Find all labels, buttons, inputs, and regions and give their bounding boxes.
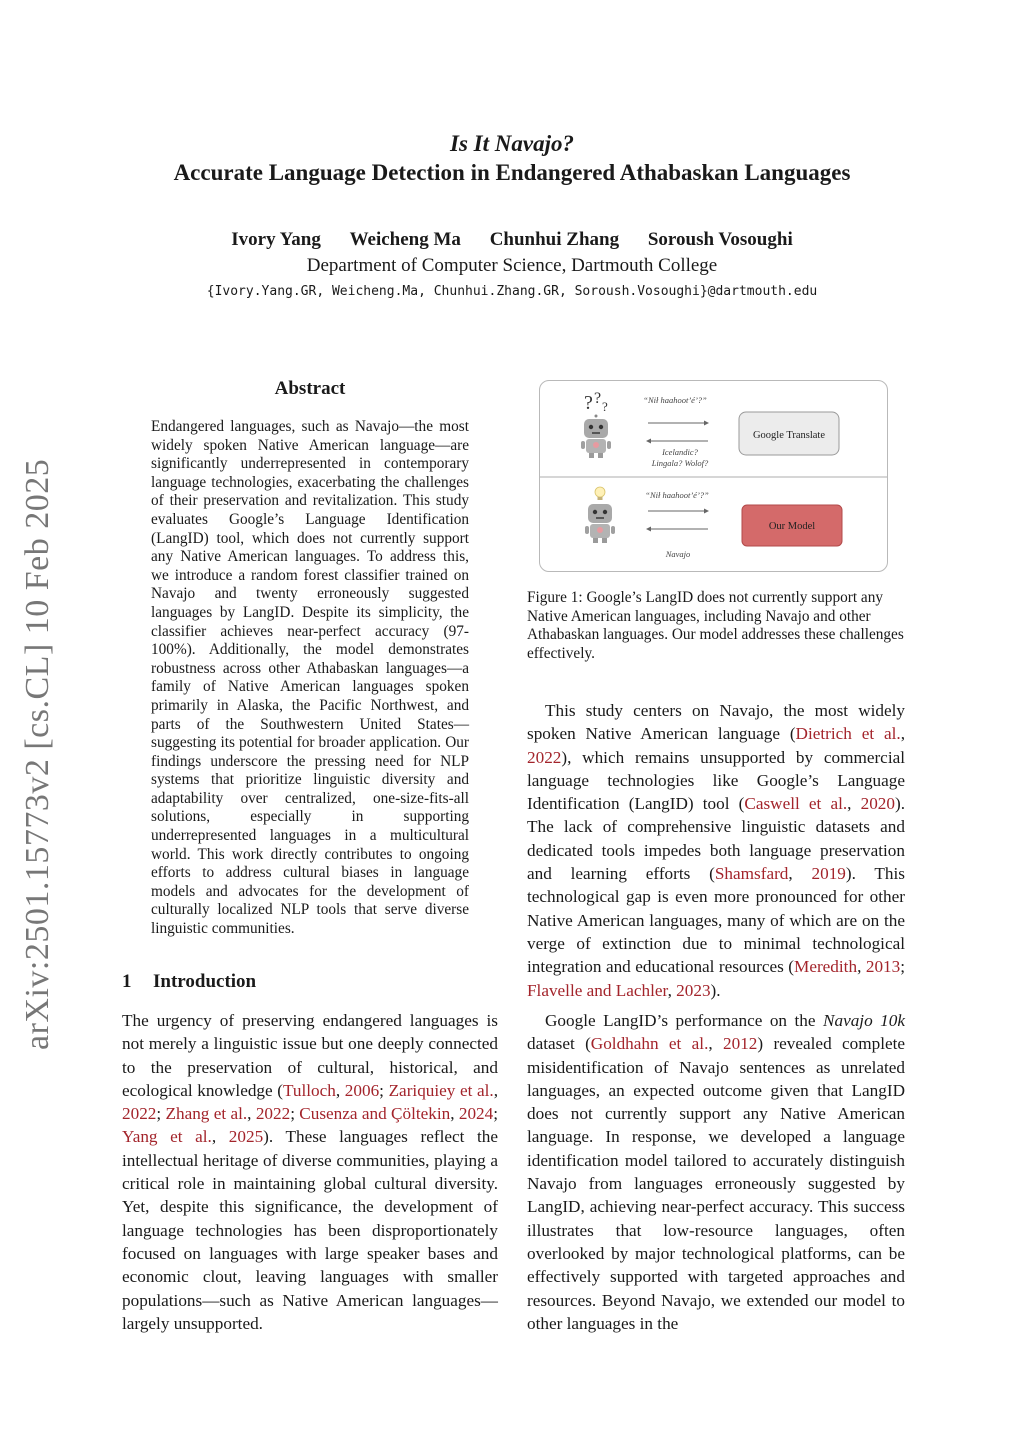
citation-link[interactable]: 2006 xyxy=(344,1080,380,1100)
abstract-heading: Abstract xyxy=(274,378,346,399)
confused-robot-icon xyxy=(581,390,611,458)
section-heading-introduction xyxy=(122,971,256,993)
top-response-line2: Lingala? Wolof? xyxy=(651,458,709,468)
citation-link[interactable]: 2012 xyxy=(723,1034,758,1054)
citation-link[interactable]: Zhang et al. xyxy=(165,1104,248,1124)
citation-link[interactable]: Caswell et al. xyxy=(744,794,848,814)
robot-icon xyxy=(585,504,615,543)
citation-link[interactable]: 2022 xyxy=(255,1104,291,1124)
lightbulb-icon xyxy=(595,487,605,500)
emphasized-text: Navajo 10k xyxy=(823,1011,905,1030)
citation-link[interactable]: Flavelle and Lachler xyxy=(527,980,668,1000)
citation-link[interactable]: Tulloch xyxy=(283,1080,336,1100)
section-number: 1 xyxy=(122,971,132,992)
citation-link[interactable]: 2022 xyxy=(122,1104,157,1124)
body-paragraph: This study centers on Navajo, the most widely spoken Native American language (Dietrich et al., 2022), which remains unsupported by commercial language technologies like Google’s Language Identification (LangID) tool (Caswell et al., 2020). The lack of comprehensive linguistic datasets and dedicated tools impedes both language preservation and learning efforts (Shamsfard, 2019). This technological gap is even more pronounced for other Native American languages, many of which are on the verge of extinction due to minimal technological integration and educational resources (Meredith, 2013; Flavelle and Lachler, 2023). xyxy=(527,701,905,1000)
abstract-text: Endangered languages, such as Navajo—the most widely spoken Native American language—are significantly underrepresented in contemporary language technologies, exacerbating the challenges of their preservation and revitalization. This study evaluates Google’s Language Identification (LangID) tool, which does not currently support any Native American languages. To address this, we introduce a random forest classifier trained on Navajo and twenty erroneously suggested languages by LangID. Despite its simplicity, the classifier achieves near-perfect accuracy (97-100%). Additionally, the model demonstrates robustness across other Athabaskan languages—a family of Native American languages spoken primarily in Alaska, the Pacific Northwest, and parts of the Southwestern United States—suggesting its potential for broader application. Our findings underscore the pressing need for NLP systems that prioritize linguistic diversity and adaptability over centralized, one-size-fits-all solutions, especially in supporting underrepresented languages in a multicultural world. This work directly contributes to ongoing efforts to address cultural biases in language models and advocates for the development of culturally localized NLP tools that serve diverse linguistic communities. xyxy=(151,418,469,938)
right-arrow-icon xyxy=(648,509,709,514)
right-arrow-icon xyxy=(648,421,709,426)
paper-title-line2: Accurate Language Detection in Endangered Athabaskan Languages xyxy=(173,160,851,185)
citation-link[interactable]: 2022 xyxy=(527,747,562,767)
our-model-label: Our Model xyxy=(768,521,816,532)
figure-1-diagram xyxy=(539,380,888,572)
citation-link[interactable]: 2019 xyxy=(811,864,846,884)
intro-paragraph: The urgency of preserving endangered languages is not merely a linguistic issue but one deeply connected to the preservation of cultural, historical, and ecological knowledge (Tulloch, 2006; Zariquiey et al., 2022; Zhang et al., 2022; Cusenza and Çöltekin, 2024; Yang et al., 2025). These languages reflect the intellectual heritage of diverse communities, playing a critical role in maintaining global cultural diversity. Yet, despite this significance, the development of language technologies has been disproportionately focused on languages with large speaker bases and economic clout, leaving languages with smaller populations—such as Native American languages—largely unsupported. xyxy=(122,1011,499,1333)
citation-link[interactable]: Meredith xyxy=(794,957,858,977)
bottom-response-label: Navajo xyxy=(665,549,691,559)
left-arrow-icon xyxy=(646,439,708,444)
section-title: Introduction xyxy=(153,971,257,992)
citation-link[interactable]: 2020 xyxy=(860,794,895,814)
author-name: Weicheng Ma xyxy=(349,229,461,250)
citation-link[interactable]: 2023 xyxy=(676,980,711,1000)
figure-1-canvas xyxy=(540,381,887,571)
citation-link[interactable]: 2013 xyxy=(865,957,901,977)
author-name: Ivory Yang xyxy=(231,229,321,250)
citation-link[interactable]: Dietrich et al. xyxy=(795,724,901,744)
affiliation: Department of Computer Science, Dartmouth College xyxy=(306,255,718,276)
author-name: Chunhui Zhang xyxy=(489,229,620,250)
arxiv-identifier: arXiv:2501.15773v2 [cs.CL] 10 Feb 2025 xyxy=(19,458,56,1050)
author-list xyxy=(0,229,1024,251)
svg-text:?: ? xyxy=(594,390,602,407)
top-response-line1: Icelandic? xyxy=(662,447,698,457)
google-translate-label: Google Translate xyxy=(752,430,826,441)
author-emails: {Ivory.Yang.GR, Weicheng.Ma, Chunhui.Zhang.GR, Soroush.Vosoughi}@dartmouth.edu xyxy=(206,284,818,299)
citation-link[interactable]: Shamsfard xyxy=(714,864,789,884)
svg-text:?: ? xyxy=(584,392,593,414)
citation-link[interactable]: Cusenza and Çöltekin xyxy=(299,1104,451,1124)
citation-link[interactable]: Yang et al. xyxy=(122,1127,212,1147)
citation-link[interactable]: Zariquiey et al. xyxy=(388,1080,494,1100)
body-paragraph: Google LangID’s performance on the Navajo 10k dataset (Goldhahn et al., 2012) revealed complete misidentification of Navajo sentences as unrelated languages, an expected outcome given that LangID does not currently support any Native American language. In response, we developed a language identification model tailored to accurately distinguish Navajo from languages erroneously suggested by LangID, achieving near-perfect accuracy. This success illustrates that low-resource languages, often overlooked by major technological platforms, can be effectively supported with targeted approaches and resources. Beyond Navajo, we extended our model to other languages in the xyxy=(527,1011,905,1333)
bottom-query-label: “Nił haahootʼéʼ?” xyxy=(645,490,709,500)
citation-link[interactable]: Goldhahn et al. xyxy=(590,1034,709,1054)
svg-text:?: ? xyxy=(602,399,608,414)
paper-title-line1: Is It Navajo? xyxy=(450,131,574,156)
top-query-label: “Nił haahootʼéʼ?” xyxy=(643,395,707,405)
citation-link[interactable]: 2024 xyxy=(458,1104,494,1124)
left-arrow-icon xyxy=(646,527,708,532)
citation-link[interactable]: 2025 xyxy=(228,1127,264,1147)
author-name: Soroush Vosoughi xyxy=(647,229,793,250)
figure-1-caption: Figure 1: Google’s LangID does not currently support any Native American languages, including Navajo and other Athabaskan languages. Our model addresses these challenges effectively. xyxy=(527,589,904,662)
